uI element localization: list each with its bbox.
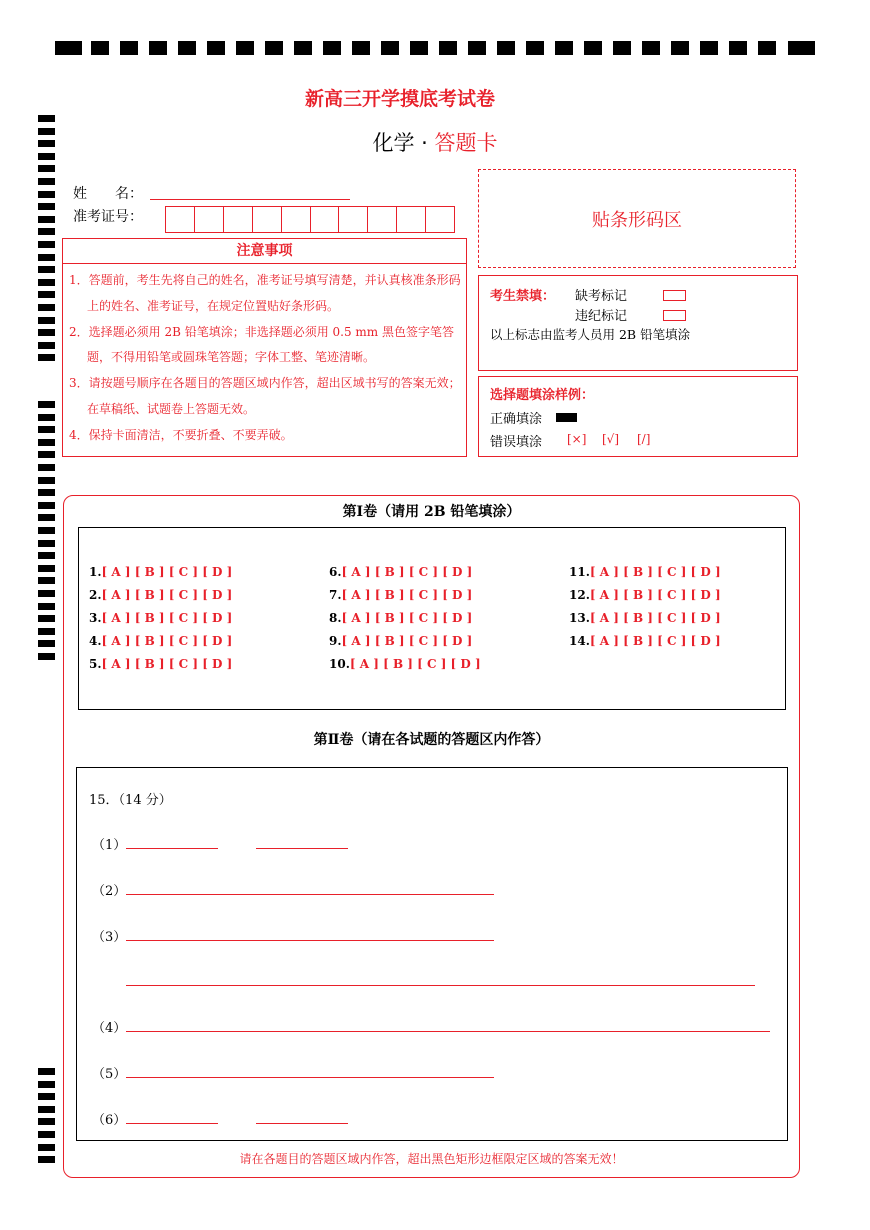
timing-mark xyxy=(38,565,55,572)
id-number-boxes[interactable] xyxy=(165,206,455,233)
notice-item: 3．请按题号顺序在各题目的答题区域内作答，超出区域书写的答案无效；在草稿纸、试题卷上答题无效。 xyxy=(69,376,461,416)
card-name: 答题卡 xyxy=(434,131,498,155)
answer-options[interactable]: [ A ] [ B ] [ C ] [ D ] xyxy=(589,588,721,602)
timing-mark xyxy=(38,426,55,433)
timing-mark xyxy=(38,115,55,122)
timing-mark xyxy=(38,329,55,336)
answer-options[interactable]: [ A ] [ B ] [ C ] [ D ] xyxy=(589,634,721,648)
timing-mark xyxy=(38,477,55,484)
timing-mark xyxy=(38,451,55,458)
barcode-area xyxy=(478,169,796,268)
timing-mark xyxy=(265,41,283,55)
answer-line[interactable] xyxy=(126,894,494,895)
timing-mark xyxy=(642,41,660,55)
timing-mark xyxy=(352,41,370,55)
wrong-mark: [/] xyxy=(637,432,651,446)
sub-question-label: （6） xyxy=(92,1113,127,1128)
question-number: 7. xyxy=(329,588,342,602)
answer-line[interactable] xyxy=(256,848,348,849)
forbid-label: 考生禁填： xyxy=(490,289,556,304)
timing-mark xyxy=(497,41,515,55)
wrong-fill-label: 错误填涂 xyxy=(490,435,543,450)
answer-options[interactable]: [ A ] [ B ] [ C ] [ D ] xyxy=(349,657,481,671)
question-number: 4. xyxy=(89,634,102,648)
absent-mark-box[interactable] xyxy=(663,290,686,301)
answer-options[interactable]: [ A ] [ B ] [ C ] [ D ] xyxy=(589,565,721,579)
timing-mark xyxy=(38,1106,55,1113)
card-title xyxy=(0,127,870,157)
examiner-only-box xyxy=(478,275,798,371)
timing-mark xyxy=(120,41,138,55)
answer-line[interactable] xyxy=(256,1123,348,1124)
timing-mark xyxy=(468,41,486,55)
timing-mark xyxy=(38,1131,55,1138)
timing-mark xyxy=(178,41,196,55)
footer-warning: 请在各题目的答题区域内作答，超出黑色矩形边框限定区域的答案无效！ xyxy=(239,1152,624,1166)
answer-options[interactable]: [ A ] [ B ] [ C ] [ D ] xyxy=(341,588,473,602)
correct-fill-label: 正确填涂 xyxy=(490,412,543,427)
timing-mark xyxy=(439,41,457,55)
question-number: 1. xyxy=(89,565,102,579)
timing-mark xyxy=(149,41,167,55)
mc-question[interactable] xyxy=(89,634,232,648)
timing-mark xyxy=(381,41,399,55)
notice-item: 1．答题前，考生先将自己的姓名，准考证号填写清楚，并认真核准条形码上的姓名、准考证号，在规定位置贴好条形码。 xyxy=(69,273,461,313)
timing-mark xyxy=(38,640,55,647)
exam-title: 新高三开学摸底考试卷 xyxy=(304,88,495,110)
fill-sample-box xyxy=(478,376,798,457)
timing-mark xyxy=(410,41,428,55)
timing-mark xyxy=(38,228,55,235)
timing-mark xyxy=(55,41,82,55)
question-number: 12. xyxy=(569,588,590,602)
question15-header: 15．（14 分） xyxy=(89,793,172,808)
answer-line[interactable] xyxy=(126,940,494,941)
answer-options[interactable]: [ A ] [ B ] [ C ] [ D ] xyxy=(341,611,473,625)
id-digit-box[interactable] xyxy=(194,206,223,233)
id-digit-box[interactable] xyxy=(367,206,396,233)
forbid-note: 以上标志由监考人员用 2B 铅笔填涂 xyxy=(490,327,691,342)
id-digit-box[interactable] xyxy=(338,206,367,233)
notice-item: 4．保持卡面清洁，不要折叠、不要弄破。 xyxy=(69,427,293,442)
timing-mark xyxy=(526,41,544,55)
title-dot: · xyxy=(421,131,428,155)
timing-mark xyxy=(38,165,55,172)
question-number: 3. xyxy=(89,611,102,625)
timing-mark xyxy=(729,41,747,55)
timing-mark xyxy=(38,1081,55,1088)
timing-mark xyxy=(38,317,55,324)
answer-options[interactable]: [ A ] [ B ] [ C ] [ D ] xyxy=(101,588,233,602)
name-label: 姓 名： xyxy=(73,186,143,202)
sub-question-label: （4） xyxy=(92,1021,127,1036)
notice-item: 2．选择题必须用 2B 铅笔填涂；非选择题必须用 0.5 mm 黑色签字笔答题，不得用铅笔或圆珠笔答题；字体工整、笔迹清晰。 xyxy=(69,324,455,365)
id-digit-box[interactable] xyxy=(425,206,455,233)
timing-mark xyxy=(38,653,55,660)
timing-mark xyxy=(671,41,689,55)
timing-mark xyxy=(91,41,109,55)
timing-mark xyxy=(236,41,254,55)
question-number: 10. xyxy=(329,657,350,671)
mc-question[interactable] xyxy=(569,611,721,625)
id-digit-box[interactable] xyxy=(252,206,281,233)
id-digit-box[interactable] xyxy=(165,206,194,233)
multiple-choice-box xyxy=(78,527,786,710)
id-digit-box[interactable] xyxy=(310,206,339,233)
notice-body xyxy=(62,264,467,457)
subject-name: 化学 xyxy=(372,131,415,155)
timing-mark xyxy=(700,41,718,55)
timing-mark xyxy=(294,41,312,55)
timing-mark xyxy=(38,590,55,597)
mc-question[interactable] xyxy=(569,565,721,579)
timing-mark xyxy=(38,203,55,210)
timing-mark xyxy=(38,489,55,496)
timing-mark xyxy=(38,1118,55,1125)
timing-mark xyxy=(38,178,55,185)
timing-mark xyxy=(207,41,225,55)
timing-mark xyxy=(788,41,815,55)
timing-mark xyxy=(38,291,55,298)
question-number: 9. xyxy=(329,634,342,648)
answer-line[interactable] xyxy=(126,985,755,986)
id-digit-box[interactable] xyxy=(281,206,310,233)
question15-answer-box xyxy=(76,767,788,1141)
mc-question[interactable] xyxy=(89,588,232,602)
timing-mark xyxy=(38,577,55,584)
timing-mark xyxy=(38,552,55,559)
timing-mark xyxy=(38,414,55,421)
timing-mark xyxy=(38,241,55,248)
sub-question-label: （1） xyxy=(92,838,127,853)
sub-question-label: （3） xyxy=(92,930,127,945)
timing-mark xyxy=(38,354,55,361)
timing-mark xyxy=(38,342,55,349)
correct-fill-sample xyxy=(556,413,577,422)
timing-mark xyxy=(38,628,55,635)
timing-mark xyxy=(38,603,55,610)
answer-options[interactable]: [ A ] [ B ] [ C ] [ D ] xyxy=(101,611,233,625)
timing-mark xyxy=(555,41,573,55)
question-number: 14. xyxy=(569,634,590,648)
mc-question[interactable] xyxy=(329,588,472,602)
violation-mark-label: 违纪标记 xyxy=(575,309,628,324)
timing-mark xyxy=(38,615,55,622)
timing-mark xyxy=(38,464,55,471)
timing-mark xyxy=(38,502,55,509)
top-timing-marks xyxy=(55,41,815,55)
timing-mark xyxy=(38,527,55,534)
timing-mark xyxy=(38,216,55,223)
answer-options[interactable]: [ A ] [ B ] [ C ] [ D ] xyxy=(101,634,233,648)
mc-question[interactable] xyxy=(569,588,721,602)
answer-line[interactable] xyxy=(126,1031,770,1032)
question-number: 13. xyxy=(569,611,590,625)
timing-mark xyxy=(758,41,776,55)
question-number: 11. xyxy=(569,565,590,579)
timing-mark xyxy=(38,1156,55,1163)
id-digit-box[interactable] xyxy=(396,206,425,233)
mc-question[interactable] xyxy=(329,657,481,671)
answer-line[interactable] xyxy=(126,1123,218,1124)
timing-mark xyxy=(38,514,55,521)
question-number: 8. xyxy=(329,611,342,625)
question-number: 6. xyxy=(329,565,342,579)
timing-mark xyxy=(584,41,602,55)
question-number: 2. xyxy=(89,588,102,602)
absent-mark-label: 缺考标记 xyxy=(575,289,628,304)
sub-question-label: （2） xyxy=(92,884,127,899)
id-label: 准考证号： xyxy=(73,209,143,225)
timing-mark xyxy=(38,1068,55,1075)
mc-question[interactable] xyxy=(329,634,472,648)
answer-options[interactable]: [ A ] [ B ] [ C ] [ D ] xyxy=(101,565,233,579)
timing-mark xyxy=(323,41,341,55)
mc-question[interactable] xyxy=(569,634,721,648)
timing-mark xyxy=(38,401,55,408)
mc-question[interactable] xyxy=(89,611,232,625)
barcode-label: 贴条形码区 xyxy=(592,209,682,231)
notice-title: 注意事项 xyxy=(62,238,467,264)
timing-mark xyxy=(38,254,55,261)
violation-mark-box[interactable] xyxy=(663,310,686,321)
answer-options[interactable]: [ A ] [ B ] [ C ] [ D ] xyxy=(101,657,233,671)
answer-options[interactable]: [ A ] [ B ] [ C ] [ D ] xyxy=(341,634,473,648)
timing-mark xyxy=(38,1144,55,1151)
id-digit-box[interactable] xyxy=(223,206,252,233)
name-field[interactable] xyxy=(150,199,350,200)
timing-mark xyxy=(38,439,55,446)
timing-mark xyxy=(38,304,55,311)
answer-line[interactable] xyxy=(126,1077,494,1078)
timing-mark xyxy=(38,266,55,273)
mc-question[interactable] xyxy=(329,611,472,625)
answer-options[interactable]: [ A ] [ B ] [ C ] [ D ] xyxy=(589,611,721,625)
answer-options[interactable]: [ A ] [ B ] [ C ] [ D ] xyxy=(341,565,473,579)
mc-question[interactable] xyxy=(89,657,232,671)
timing-mark xyxy=(38,1093,55,1100)
timing-mark xyxy=(38,540,55,547)
section2-title: 第Ⅱ卷（请在各试题的答题区内作答） xyxy=(313,732,550,748)
mc-question[interactable] xyxy=(329,565,472,579)
timing-mark xyxy=(613,41,631,55)
sample-title: 选择题填涂样例： xyxy=(490,388,595,403)
timing-mark xyxy=(38,191,55,198)
wrong-mark: [×] xyxy=(567,432,587,446)
sub-question-label: （5） xyxy=(92,1067,127,1082)
wrong-mark: [√] xyxy=(602,432,620,446)
question-number: 5. xyxy=(89,657,102,671)
mc-question[interactable] xyxy=(89,565,232,579)
timing-mark xyxy=(38,279,55,286)
answer-line[interactable] xyxy=(126,848,218,849)
section1-title: 第Ⅰ卷（请用 2B 铅笔填涂） xyxy=(342,504,521,520)
